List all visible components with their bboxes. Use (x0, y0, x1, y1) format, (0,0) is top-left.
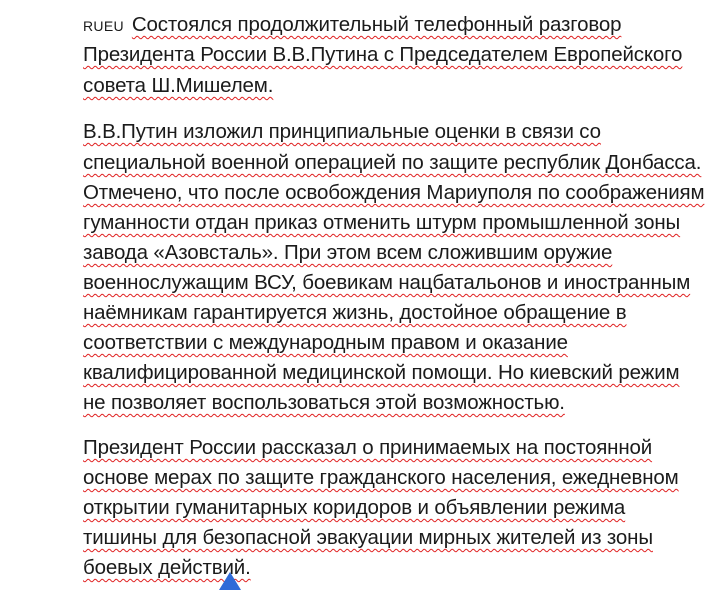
text-line-6: Отмечено, что после освобождения Мариуполя по соображениям (83, 181, 705, 204)
region-tag: RUEU (83, 18, 124, 34)
text-line-11: соответствии с международным правом и оказание (83, 331, 568, 354)
text-line-4: В.В.Путин изложил принципиальные оценки в связи со (83, 120, 601, 143)
text-line-15: основе мерах по защите гражданского населения, ежедневном (83, 466, 679, 489)
line-text: Состоялся продолжительный телефонный разговор (131, 13, 622, 36)
text-line-1 (83, 10, 621, 41)
text-line-2: Президента России В.В.Путина с Председателем Европейского (83, 43, 683, 66)
text-line-10: наёмникам гарантируется жизнь, достойное обращение в (83, 301, 627, 324)
text-line-12: квалифицированной медицинской помощи. Но киевский режим (83, 361, 680, 384)
text-line-8: завода «Азовсталь». При этом всем сложившим оружие (83, 241, 613, 264)
text-line-16: открытии гуманитарных коридоров и объявлении режима (83, 496, 626, 519)
text-line-5: специальной военной операцией по защите республик Донбасса. (83, 151, 702, 174)
pointer-cursor-icon (219, 572, 241, 590)
text-line-18: боевых действий. (83, 556, 251, 579)
text-line-3: совета Ш.Мишелем. (83, 74, 274, 97)
text-line-14: Президент России рассказал о принимаемых на постоянной (83, 436, 653, 459)
text-line-9: военнослужащим ВСУ, боевикам нацбатальонов и иностранным (83, 271, 691, 294)
text-line-13: не позволяет воспользоваться этой возможностью. (83, 391, 565, 414)
text-line-7: гуманности отдан приказ отменить штурм промышленной зоны (83, 211, 681, 234)
text-line-17: тишины для безопасной эвакуации мирных жителей из зоны (83, 526, 653, 549)
